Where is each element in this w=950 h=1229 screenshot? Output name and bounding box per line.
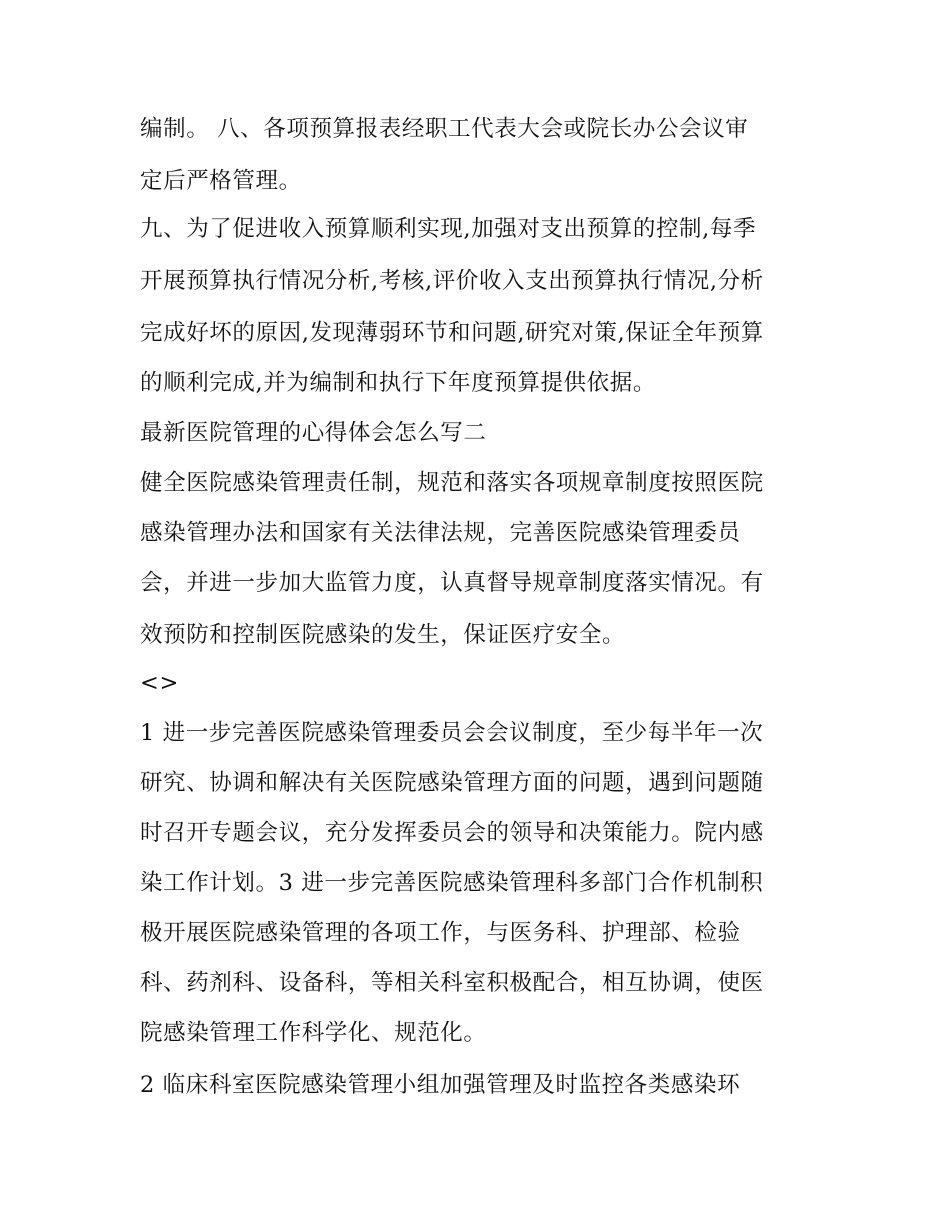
- text-line: 九、为了促进收入预算顺利实现,加强对支出预算的控制,每季: [140, 216, 757, 242]
- text-line: 研究、协调和解决有关医院感染管理方面的问题，遇到问题随: [140, 770, 764, 796]
- text-line: 定后严格管理。: [140, 168, 302, 194]
- text-line: 院感染管理工作科学化、规范化。: [140, 1020, 487, 1046]
- text-line: 时召开专题会议，充分发挥委员会的领导和决策能力。院内感: [140, 820, 764, 846]
- text-line: <>: [140, 670, 179, 696]
- text-line: 完成好坏的原因,发现薄弱环节和问题,研究对策,保证全年预算: [140, 320, 764, 346]
- text-line: 染工作计划。3 进一步完善医院感染管理科多部门合作机制积: [140, 870, 764, 896]
- section-heading: 最新医院管理的心得体会怎么写二: [140, 420, 487, 446]
- text-line: 编制。 八、各项预算报表经职工代表大会或院长办公会议审: [140, 116, 749, 142]
- text-line: 2 临床科室医院感染管理小组加强管理及时监控各类感染环: [140, 1072, 741, 1098]
- text-line: 的顺利完成,并为编制和执行下年度预算提供依据。: [140, 370, 656, 396]
- text-line: 感染管理办法和国家有关法律法规，完善医院感染管理委员: [140, 520, 741, 546]
- text-line: 健全医院感染管理责任制，规范和落实各项规章制度按照医院: [140, 470, 764, 496]
- text-line: 1 进一步完善医院感染管理委员会会议制度，至少每半年一次: [140, 720, 764, 746]
- text-line: 效预防和控制医院感染的发生，保证医疗安全。: [140, 622, 626, 648]
- text-line: 会，并进一步加大监管力度，认真督导规章制度落实情况。有: [140, 570, 764, 596]
- text-line: 开展预算执行情况分析,考核,评价收入支出预算执行情况,分析: [140, 268, 764, 294]
- text-line: 极开展医院感染管理的各项工作，与医务科、护理部、检验: [140, 920, 741, 946]
- text-line: 科、药剂科、设备科，等相关科室积极配合，相互协调，使医: [140, 970, 764, 996]
